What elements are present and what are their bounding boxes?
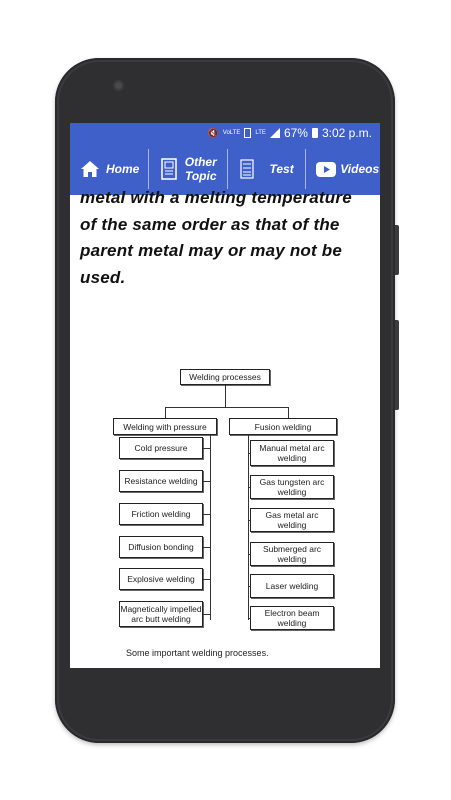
connector bbox=[248, 487, 251, 488]
paragraph-line: of the same order as that of the bbox=[80, 214, 340, 234]
connector bbox=[203, 614, 211, 615]
left-item-box: Resistance welding bbox=[119, 470, 203, 492]
nav-other-label-line2: Topic bbox=[184, 169, 217, 183]
lte-icon: LTE bbox=[255, 129, 266, 136]
nav-home-label: Home bbox=[106, 162, 140, 176]
nav-test-label: Test bbox=[269, 162, 294, 176]
paragraph-line-cut: metal with a melting temperature bbox=[80, 188, 352, 207]
screen bbox=[70, 123, 380, 668]
status-bar bbox=[70, 123, 380, 143]
battery-icon bbox=[312, 128, 318, 138]
connector bbox=[248, 618, 251, 619]
right-item-box: Gas tungsten arc welding bbox=[250, 475, 334, 499]
signal-icon bbox=[270, 128, 280, 138]
right-item-box: Laser welding bbox=[250, 574, 334, 598]
left-item-box: Magnetically impelled arc butt welding bbox=[119, 601, 203, 627]
connector bbox=[288, 407, 289, 418]
left-item-box: Friction welding bbox=[119, 503, 203, 525]
left-item-box: Diffusion bonding bbox=[119, 536, 203, 558]
connector bbox=[165, 407, 166, 418]
volte-icon: VoLTE bbox=[222, 129, 241, 136]
mute-icon: 🔇 bbox=[207, 127, 219, 138]
battery-percent: 67% bbox=[283, 126, 308, 140]
nav-videos-label: Videos bbox=[340, 162, 380, 176]
home-icon bbox=[80, 160, 100, 178]
volume-button bbox=[395, 320, 399, 410]
paragraph-line: parent metal may or may not be bbox=[80, 241, 343, 260]
right-item-box: Gas metal arc welding bbox=[250, 508, 334, 532]
connector bbox=[203, 448, 211, 449]
right-item-box: Manual metal arc welding bbox=[250, 440, 334, 466]
connector bbox=[248, 586, 251, 587]
diagram-caption: Some important welding processes. bbox=[126, 648, 269, 658]
clock: 3:02 p.m. bbox=[321, 126, 372, 140]
checklist-icon bbox=[240, 159, 254, 179]
left-item-box: Cold pressure bbox=[119, 437, 203, 459]
connector bbox=[210, 435, 211, 620]
connector bbox=[225, 385, 226, 407]
nav-other-label-line1: Other bbox=[184, 155, 217, 169]
nav-other-label bbox=[185, 155, 217, 183]
connector bbox=[203, 514, 211, 515]
play-video-icon bbox=[316, 162, 336, 177]
branch-box-fusion: Fusion welding bbox=[229, 418, 337, 435]
connector bbox=[248, 435, 249, 620]
branch-box-pressure: Welding with pressure bbox=[113, 418, 217, 435]
welding-diagram bbox=[70, 199, 380, 668]
content-card[interactable] bbox=[70, 188, 380, 668]
connector bbox=[248, 520, 251, 521]
connector bbox=[203, 481, 211, 482]
sim-icon bbox=[244, 128, 251, 138]
front-camera bbox=[113, 80, 124, 91]
connector bbox=[203, 579, 211, 580]
connector bbox=[248, 554, 251, 555]
right-item-box: Submerged arc welding bbox=[250, 542, 334, 566]
right-item-box: Electron beam welding bbox=[250, 606, 334, 630]
power-button bbox=[395, 225, 399, 275]
paragraph-line: used. bbox=[80, 267, 126, 287]
book-icon bbox=[161, 158, 177, 180]
connector bbox=[248, 453, 251, 454]
connector bbox=[203, 547, 211, 548]
left-item-box: Explosive welding bbox=[119, 568, 203, 590]
diagram-root-box: Welding processes bbox=[180, 369, 270, 385]
connector bbox=[165, 407, 289, 408]
